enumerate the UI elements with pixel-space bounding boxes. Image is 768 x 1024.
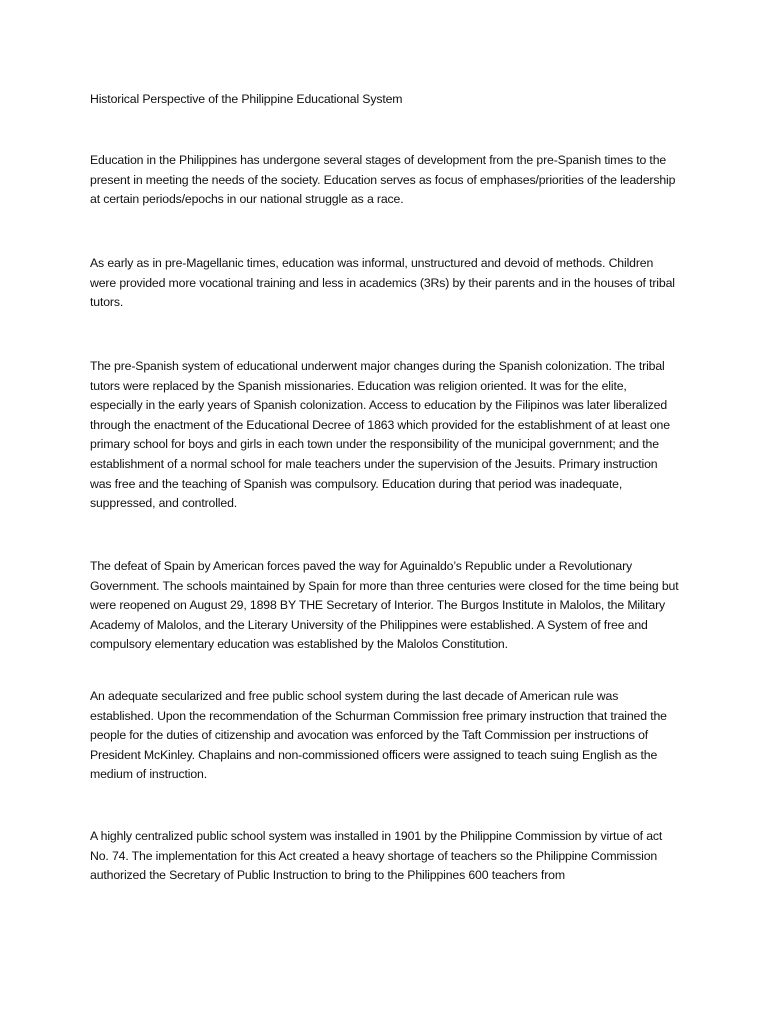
paragraph-intro: Education in the Philippines has undergone several stages of development from the pre-Spanish times to the present in meeting the needs of the society. Education serves as focus of emphases/priorities of the leadership at certain periods/epochs in our national struggle as a race. bbox=[90, 153, 676, 207]
paragraph-centralized-system: A highly centralized public school system was installed in 1901 by the Philippine Commission by virtue of act No. 74. The implementation for this Act created a heavy shortage of teachers so the Philippine Commission authorized the Secretary of Public Instruction to bring to the Philippines 600 teachers from bbox=[90, 829, 663, 883]
paragraph-revolutionary-government: The defeat of Spain by American forces paved the way for Aguinaldo’s Republic under a Revolutionary Government. The schools maintained by Spain for more than three centuries were closed for the time being but were reopened on August 29, 1898 BY THE Secretary of Interior. The Burgos Institute in Malolos, the Military Academy of Malolos, and the Literary University of the Philippines were established. A System of free and compulsory elementary education was established by the Malolos Constitution. bbox=[90, 559, 679, 652]
paragraph-american-rule: An adequate secularized and free public school system during the last decade of American rule was established. Upon the recommendation of the Schurman Commission free primary instruction that trained the people for the duties of citizenship and avocation was enforced by the Taft Commission per instructions of President McKinley. Chaplains and non-commissioned officers were assigned to teach suing English as the medium of instruction. bbox=[90, 689, 667, 782]
paragraph-pre-magellanic: As early as in pre-Magellanic times, education was informal, unstructured and devoid of methods. Children were provided more vocational training and less in academics (3Rs) by their parents and in the houses of tribal tutors. bbox=[90, 256, 675, 310]
document-title: Historical Perspective of the Philippine Educational System bbox=[90, 92, 403, 106]
paragraph-spanish-colonization: The pre-Spanish system of educational underwent major changes during the Spanish colonization. The tribal tutors were replaced by the Spanish missionaries. Education was religion oriented. It was for the elite, especially in the early years of Spanish colonization. Access to education by the Filipinos was later liberalized through the enactment of the Educational Decree of 1863 which provided for the establishment of at least one primary school for boys and girls in each town under the responsibility of the municipal government; and the establishment of a normal school for male teachers under the supervision of the Jesuits. Primary instruction was free and the teaching of Spanish was compulsory. Education during that period was inadequate, suppressed, and controlled. bbox=[90, 359, 670, 511]
